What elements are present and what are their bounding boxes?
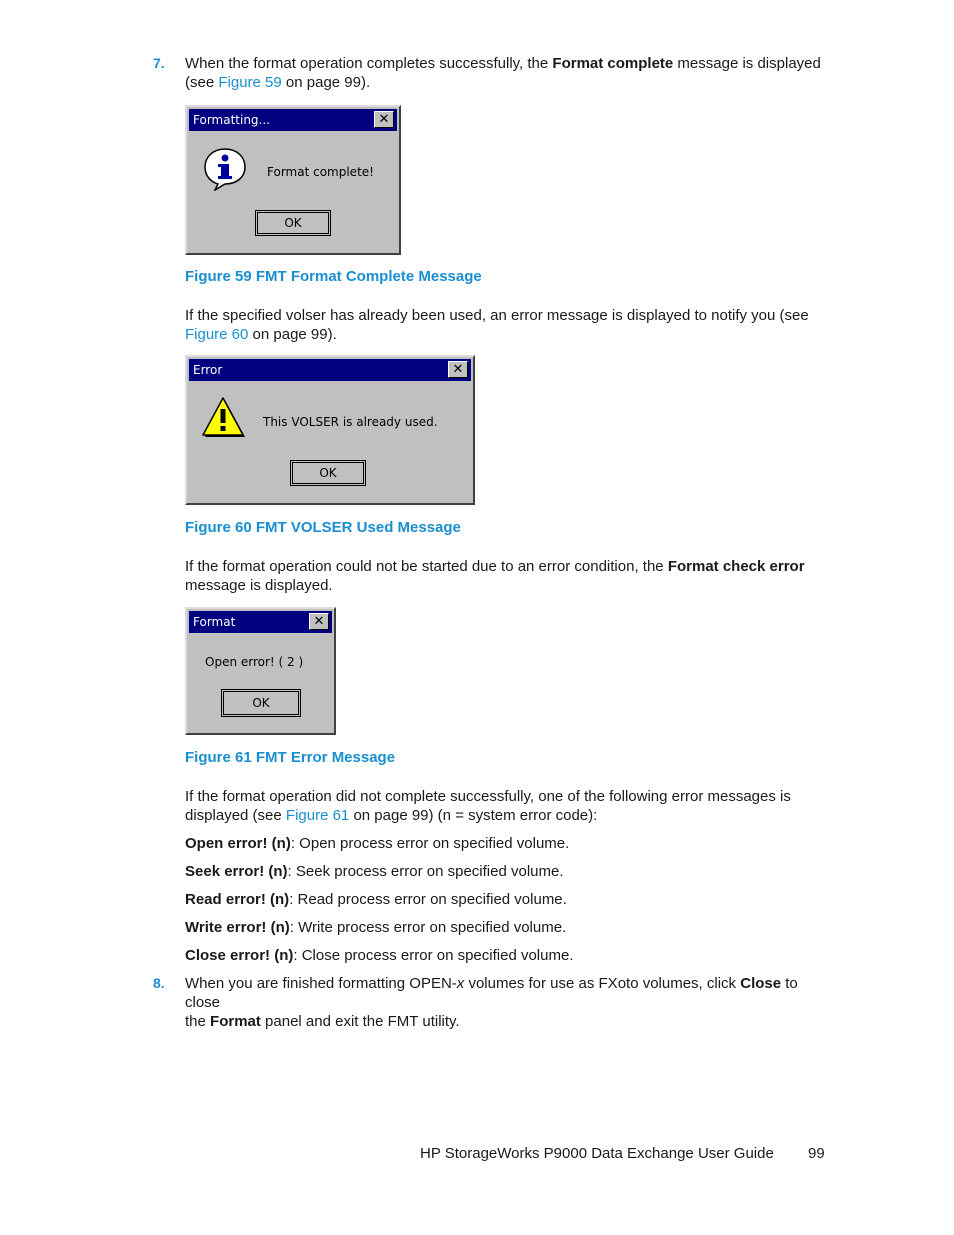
close-button[interactable]: ✕ <box>374 111 394 128</box>
step-8-bold-format: Format <box>210 1013 261 1030</box>
format-complete-dialog <box>185 105 401 255</box>
error-term: Seek error! (n) <box>185 863 288 880</box>
error-desc: : Seek process error on specified volume. <box>287 863 564 880</box>
step-8-text <box>185 974 835 1031</box>
step-8-text-c: to close <box>185 975 798 1011</box>
ok-button[interactable] <box>221 689 301 717</box>
errors-text-a: If the format operation did not complete successfully, one of the following error messages is <box>185 788 791 805</box>
close-button[interactable]: ✕ <box>448 361 468 378</box>
check-error-paragraph <box>185 557 835 595</box>
info-icon <box>203 147 247 191</box>
ok-button[interactable] <box>255 210 331 236</box>
step-8-bold-close: Close <box>740 975 782 992</box>
step-8-text-b: volumes for use as FXoto volumes, click <box>464 975 741 992</box>
step-8-text-d: the <box>185 1013 211 1030</box>
error-desc: : Open process error on specified volume. <box>290 835 570 852</box>
error-term: Close error! (n) <box>185 947 294 964</box>
dialog-titlebar <box>189 359 471 381</box>
figure-60-caption: Figure 60 FMT VOLSER Used Message <box>185 519 461 536</box>
step-7-text-c: (see <box>185 74 219 91</box>
figure-61-link[interactable]: Figure 61 <box>285 807 350 824</box>
figure-60-link[interactable]: Figure 60 <box>185 326 249 343</box>
error-item-open <box>185 834 569 853</box>
footer-guide-title: HP StorageWorks P9000 Data Exchange User Guide <box>420 1145 774 1162</box>
dialog-message: Format complete! <box>267 165 374 179</box>
step-7-number: 7. <box>153 55 165 71</box>
dialog-titlebar <box>189 611 332 633</box>
dialog-message: Open error! ( 2 ) <box>205 655 304 669</box>
error-term: Read error! (n) <box>185 891 290 908</box>
error-item-read <box>185 890 567 909</box>
ok-button[interactable] <box>290 460 366 486</box>
error-desc: : Close process error on specified volume. <box>293 947 574 964</box>
ok-button-label: OK <box>319 466 337 480</box>
format-error-dialog <box>185 607 336 735</box>
volser-error-dialog <box>185 355 475 505</box>
check-bold: Format check error <box>667 558 805 575</box>
check-text-a: If the format operation could not be started due to an error condition, the <box>185 558 668 575</box>
figure-61-caption: Figure 61 FMT Error Message <box>185 749 396 766</box>
footer-page-number: 99 <box>808 1145 825 1162</box>
dialog-title: Format <box>193 615 236 629</box>
error-item-close <box>185 946 573 965</box>
warning-icon <box>201 395 245 439</box>
step-8-italic: x <box>456 975 465 992</box>
dialog-titlebar <box>189 109 397 131</box>
figure-59-link[interactable]: Figure 59 <box>218 74 282 91</box>
dialog-message: This VOLSER is already used. <box>263 415 438 429</box>
error-desc: : Read process error on specified volume. <box>289 891 567 908</box>
errors-intro-paragraph <box>185 787 835 825</box>
dialog-title: Error <box>193 363 223 377</box>
close-button[interactable]: ✕ <box>309 613 329 630</box>
volser-text-b: on page 99). <box>248 326 337 343</box>
ok-button-label: OK <box>252 696 270 710</box>
step-7-text-b: message is displayed <box>673 55 821 72</box>
step-8-text-a: When you are finished formatting OPEN- <box>185 975 457 992</box>
volser-paragraph <box>185 306 835 344</box>
volser-text-a: If the specified volser has already been used, an error message is displayed to notify you (see <box>185 307 809 324</box>
error-term: Write error! (n) <box>185 919 290 936</box>
check-text-b: message is displayed. <box>185 577 333 594</box>
dialog-title: Formatting... <box>193 113 270 127</box>
step-8-text-e: panel and exit the FMT utility. <box>260 1013 460 1030</box>
ok-button-label: OK <box>284 216 302 230</box>
step-8-number: 8. <box>153 975 165 991</box>
step-7-text-a: When the format operation completes successfully, the <box>185 55 553 72</box>
errors-text-c: on page 99) (n = system error code): <box>349 807 598 824</box>
step-7-text <box>185 54 835 92</box>
step-7-bold: Format complete <box>552 55 674 72</box>
figure-59-caption: Figure 59 FMT Format Complete Message <box>185 268 482 285</box>
errors-text-b: displayed (see <box>185 807 286 824</box>
error-item-write <box>185 918 566 937</box>
error-term: Open error! (n) <box>185 835 291 852</box>
error-item-seek <box>185 862 564 881</box>
step-7-text-d: on page 99). <box>281 74 371 91</box>
error-desc: : Write process error on specified volume. <box>289 919 567 936</box>
